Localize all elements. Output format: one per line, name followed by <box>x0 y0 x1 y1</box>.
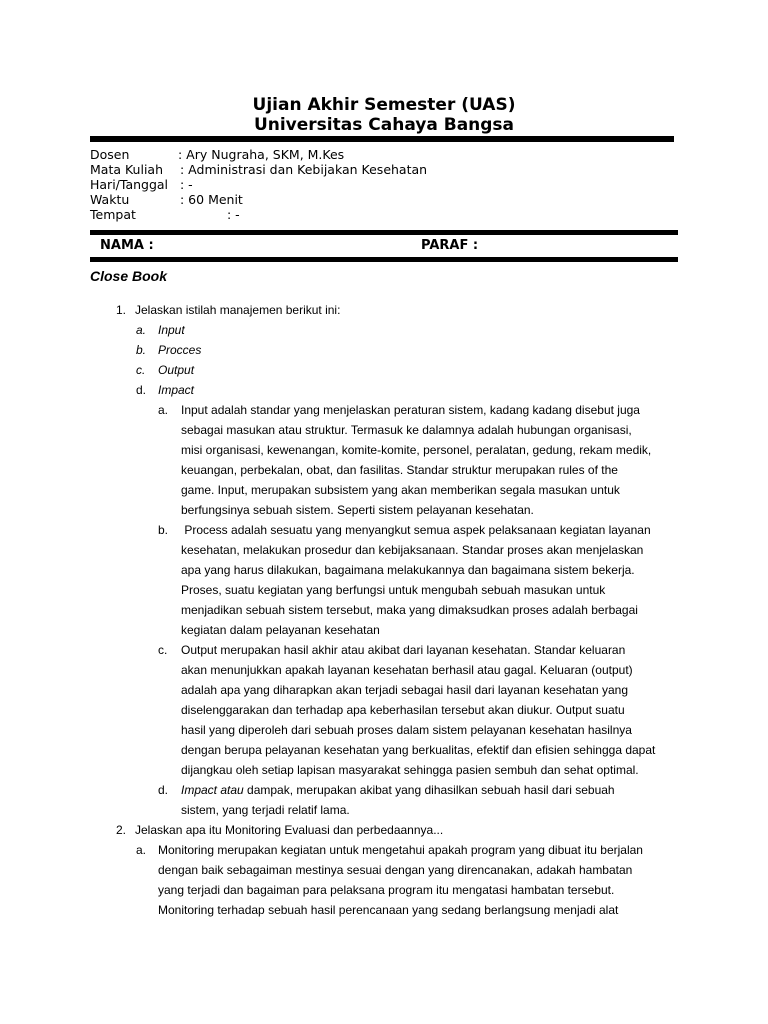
info-value: : - <box>227 207 240 222</box>
term-item: Input <box>158 323 185 337</box>
answer-line: keuangan, perbekalan, obat, dan fasilitas. Standar struktur merupakan rules of the <box>181 463 618 477</box>
term-item: Output <box>158 363 195 377</box>
answer-line: berfungsinya sebuah sistem. Seperti sistem pelayanan kesehatan. <box>181 503 534 517</box>
answer-line: kesehatan, melakukan prosedur dan kebijaksanaan. Standar proses akan menjelaskan <box>181 543 644 557</box>
signature-bar <box>90 236 678 256</box>
answer-line: akan menunjukkan apakah layanan kesehatan berhasil atau gagal. Keluaran (output) <box>181 663 633 677</box>
info-label: Waktu <box>90 192 130 207</box>
answer-line: adalah apa yang diharapkan akan terjadi sebagai hasil dari layanan kesehatan yang <box>181 683 628 697</box>
info-label: Tempat <box>90 207 136 222</box>
header-divider <box>90 136 674 142</box>
answer-line: dengan berupa pelayanan kesehatan yang berkualitas, efektif dan efisien sehingga dapat <box>181 743 656 757</box>
question-number: 2. <box>116 823 127 837</box>
answer-italic-lead: Impact atau <box>181 783 244 797</box>
info-value: : Administrasi dan Kebijakan Kesehatan <box>180 162 428 177</box>
info-label: Mata Kuliah <box>90 162 164 177</box>
answer-line: apa yang harus dilakukan, bagaimana melakukannya dan bagaimana sistem bekerja. <box>181 563 635 577</box>
answer-line: Output merupakan hasil akhir atau akibat dari layanan kesehatan. Standar keluaran <box>181 643 626 657</box>
answer-line: dengan baik sebagaiman mestinya sesuai dengan yang direncanakan, adakah hambatan <box>158 863 633 877</box>
answer-line: sebagai masukan atau struktur. Termasuk ke dalamnya adalah hubungan organisasi, <box>181 423 632 437</box>
exam-title: Ujian Akhir Semester (UAS) <box>252 95 516 115</box>
info-value: : - <box>180 177 193 192</box>
info-label: Dosen <box>90 147 130 162</box>
answer-line: misi organisasi, kewenangan, komite-komite, personel, peralatan, gedung, rekam medik, <box>181 443 652 457</box>
question-text: Jelaskan istilah manajemen berikut ini: <box>135 303 341 317</box>
answer-marker: a. <box>136 843 147 857</box>
info-value: : Ary Nugraha, SKM, M.Kes <box>178 147 345 162</box>
close-book-note: Close Book <box>90 268 168 284</box>
answer-line: Monitoring merupakan kegiatan untuk mengetahui apakah program yang dibuat itu berjalan <box>158 843 643 857</box>
answer-line: kegiatan dalam pelayanan kesehatan <box>181 623 380 637</box>
term-marker: d. <box>136 383 147 397</box>
nama-label: NAMA : <box>100 238 154 253</box>
answer-line: hasil yang diperoleh dari sebuah proses dalam sistem pelayanan kesehatan hasilnya <box>181 723 632 737</box>
answer-line: diselenggarakan dan terhadap apa keberhasilan tersebut akan diukur. Output suatu <box>181 703 625 717</box>
answer-marker: d. <box>158 783 169 797</box>
answer-line <box>181 780 615 800</box>
answer-line-rest: dampak, merupakan akibat yang dihasilkan sebuah hasil dari sebuah <box>243 783 615 797</box>
answer-line: game. Input, merupakan subsistem yang akan memberikan segala masukan untuk <box>181 483 620 497</box>
signature-bottom-divider <box>90 257 678 262</box>
answer-line: dijangkau oleh setiap lapisan masyarakat sehingga pasien sembuh dan sehat optimal. <box>181 763 639 777</box>
answer-line: yang terjadi dan bagaiman para pelaksana program itu mengatasi hambatan tersebut. <box>158 883 615 897</box>
answer-line: Proses, suatu kegiatan yang berfungsi untuk mengubah sebuah masukan untuk <box>181 583 606 597</box>
info-value: : 60 Menit <box>180 192 243 207</box>
term-item: Procces <box>158 343 202 357</box>
question-number: 1. <box>116 303 127 317</box>
answer-marker: a. <box>158 403 169 417</box>
term-marker: b. <box>136 343 147 357</box>
answer-line: sistem, yang terjadi relatif lama. <box>181 803 350 817</box>
answer-marker: c. <box>158 643 168 657</box>
answer-line: menjadikan sebuah sistem tersebut, maka yang dimaksudkan proses adalah berbagai <box>181 603 638 617</box>
answer-line: Input adalah standar yang menjelaskan peraturan sistem, kadang kadang disebut juga <box>181 403 640 417</box>
university-name: Universitas Cahaya Bangsa <box>253 115 515 135</box>
signature-top-divider <box>90 230 678 235</box>
term-marker: c. <box>136 363 146 377</box>
info-label: Hari/Tanggal <box>90 177 169 192</box>
term-marker: a. <box>136 323 147 337</box>
paraf-label: PARAF : <box>421 238 479 253</box>
answer-line: Process adalah sesuatu yang menyangkut semua aspek pelaksanaan kegiatan layanan <box>181 523 651 537</box>
term-item: Impact <box>158 383 195 397</box>
answer-marker: b. <box>158 523 169 537</box>
question-text: Jelaskan apa itu Monitoring Evaluasi dan perbedaannya... <box>135 823 444 837</box>
answer-line: Monitoring terhadap sebuah hasil perencanaan yang sedang berlangsung menjadi alat <box>158 903 619 917</box>
